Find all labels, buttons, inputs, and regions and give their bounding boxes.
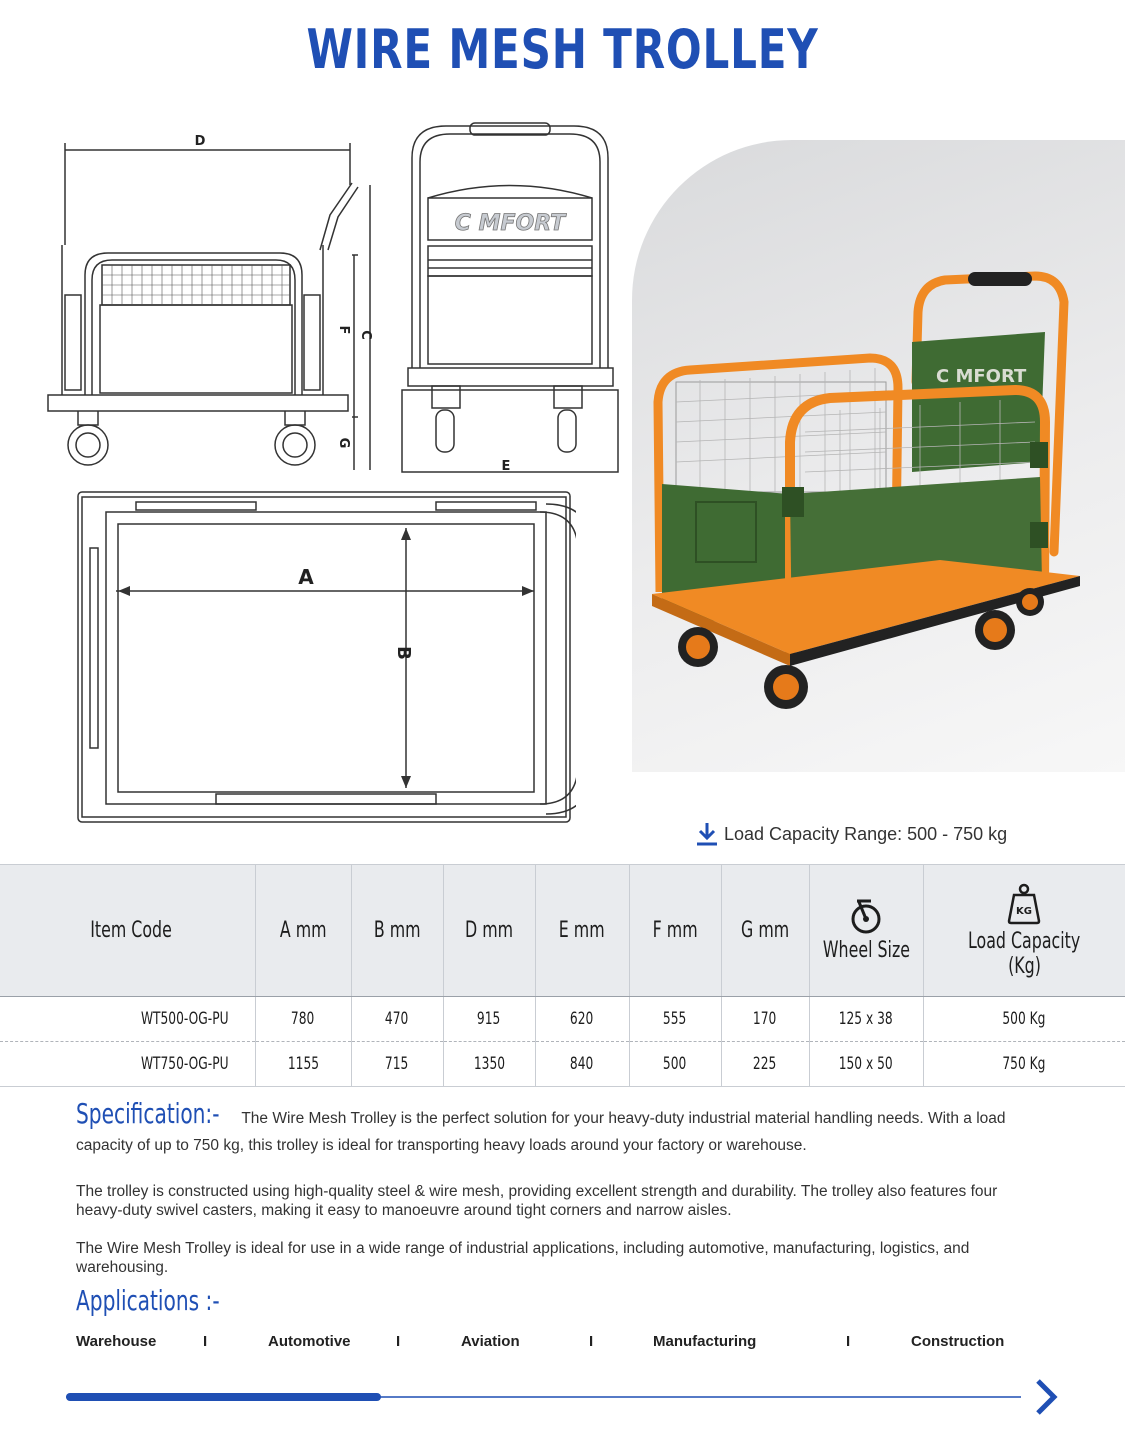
dim-e-label: E bbox=[501, 459, 511, 474]
dim-f-label: F bbox=[336, 325, 351, 335]
separator: I bbox=[846, 1333, 851, 1350]
front-view-drawing bbox=[398, 118, 623, 478]
separator: I bbox=[203, 1333, 208, 1350]
dim-c-label: C bbox=[358, 330, 373, 340]
table-header-row bbox=[0, 865, 1125, 997]
applications-heading-wrap bbox=[76, 1284, 275, 1317]
specification-paragraph-3: The Wire Mesh Trolley is ideal for use in a wide range of industrial applications, including automotive, manufacturing, logistics, and warehousing. bbox=[76, 1240, 970, 1276]
capacity-range-text: Load Capacity Range: 500 - 750 kg bbox=[724, 823, 1008, 844]
application-manufacturing: Manufacturing bbox=[653, 1333, 757, 1350]
dim-b-label: B bbox=[393, 646, 414, 660]
wheel-icon bbox=[849, 898, 883, 934]
specification-paragraph-1: Specification:- The Wire Mesh Trolley is the perfect solution for your heavy-duty industrial material handling needs. With a load capacity of up to 750 kg, this trolley is ideal for transporting heavy loads around your factory or warehouse. bbox=[76, 1097, 1006, 1154]
application-construction: Construction bbox=[911, 1333, 1005, 1350]
kg-icon-text: KG bbox=[1016, 905, 1033, 917]
page-title: WIRE MESH TROLLEY bbox=[306, 18, 819, 81]
separator: I bbox=[589, 1333, 594, 1350]
applications-list bbox=[76, 1333, 1036, 1353]
specification-heading: Specification:- bbox=[76, 1097, 220, 1130]
spec-table bbox=[0, 864, 1125, 1087]
front-brand-text: C MFORT bbox=[454, 211, 566, 236]
header-wheel-size: Wheel Size bbox=[809, 865, 923, 997]
chevron-right-icon[interactable] bbox=[1034, 1378, 1060, 1416]
capacity-range-note bbox=[696, 822, 1007, 846]
photo-brand-text: C MFORT bbox=[936, 366, 1027, 387]
dim-d-label: D bbox=[194, 134, 206, 149]
header-e: E mm bbox=[535, 865, 629, 997]
header-load-capacity: KG Load Capacity (Kg) bbox=[923, 865, 1125, 997]
product-photo bbox=[640, 262, 1080, 712]
application-aviation: Aviation bbox=[461, 1333, 520, 1350]
header-g: G mm bbox=[721, 865, 809, 997]
weight-kg-icon bbox=[1006, 883, 1042, 925]
table-row: WT750-OG-PU 1155 715 1350 840 500 225 150 x 50 750 Kg bbox=[0, 1042, 1125, 1087]
top-view-drawing bbox=[76, 488, 576, 826]
dim-g-label: G bbox=[336, 437, 351, 449]
header-a: A mm bbox=[255, 865, 351, 997]
specification-paragraph-2: The trolley is constructed using high-quality steel & wire mesh, providing excellent strength and durability. The trolley also features four heavy-duty swivel casters, making it easy to manoeuvre around tight corners and narrow aisles. bbox=[76, 1183, 998, 1219]
separator: I bbox=[396, 1333, 401, 1350]
header-b: B mm bbox=[351, 865, 443, 997]
application-warehouse: Warehouse bbox=[76, 1333, 157, 1350]
header-item-code: Item Code bbox=[0, 865, 255, 997]
header-d: D mm bbox=[443, 865, 535, 997]
table-row: WT500-OG-PU 780 470 915 620 555 170 125 x 38 500 Kg bbox=[0, 997, 1125, 1042]
application-automotive: Automotive bbox=[268, 1333, 351, 1350]
applications-heading: Applications :- bbox=[76, 1284, 220, 1317]
download-icon bbox=[696, 822, 718, 846]
side-view-drawing bbox=[40, 125, 385, 480]
header-f: F mm bbox=[629, 865, 721, 997]
page-progress-bar bbox=[66, 1390, 1026, 1404]
dim-a-label: A bbox=[298, 565, 314, 589]
